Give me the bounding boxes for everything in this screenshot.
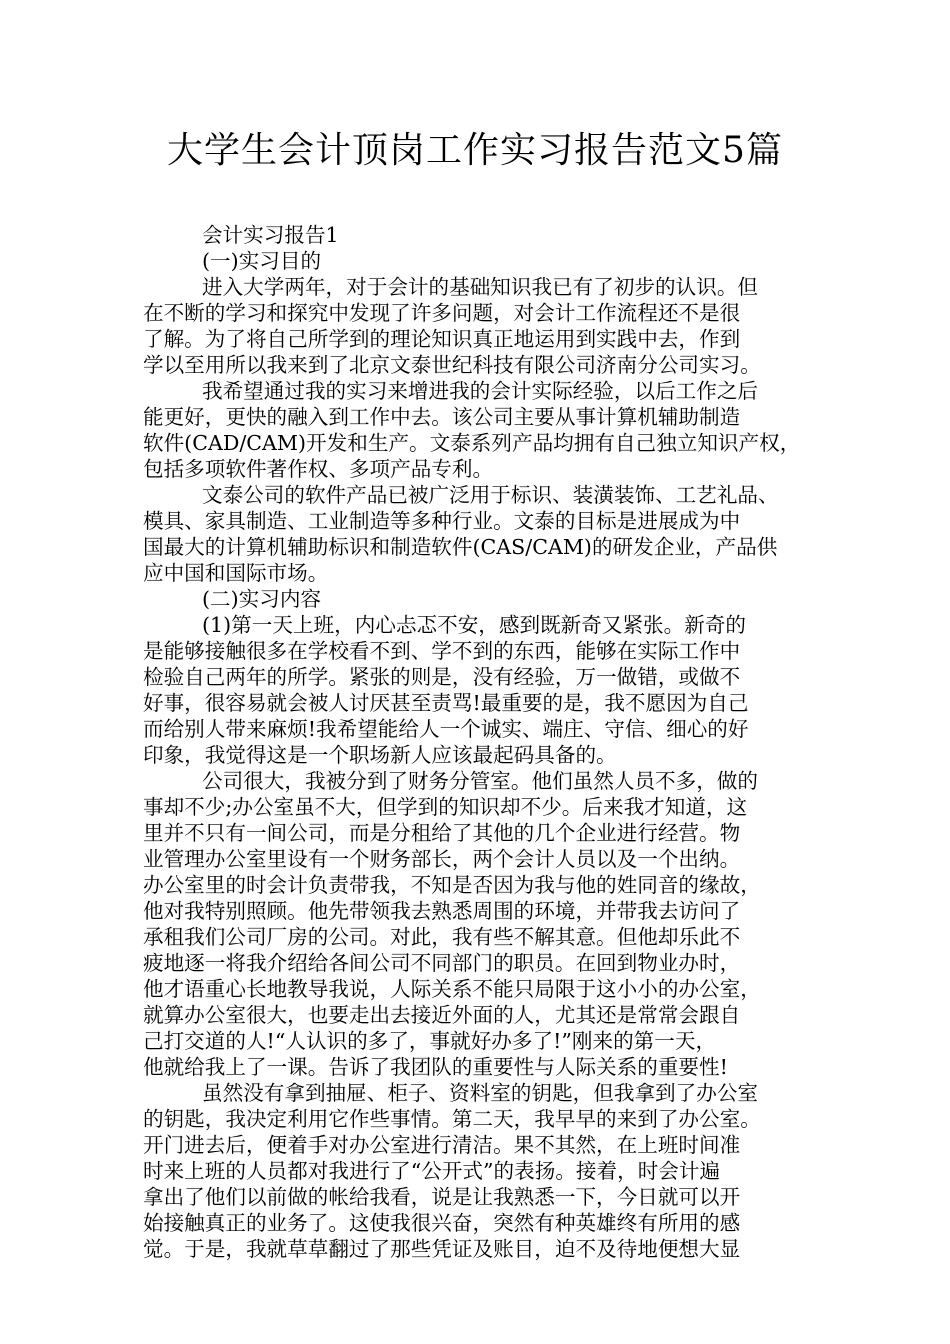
text-line: 业管理办公室里设有一个财务部长，两个会计人员以及一个出纳。: [143, 847, 741, 871]
text-line: 办公室里的时会计负责带我，不知是否因为我与他的姓同音的缘故，: [143, 873, 761, 897]
text-line: (1)第一天上班，内心忐忑不安，感到既新奇又紧张。新奇的: [202, 613, 747, 637]
text-line: 公司很大，我被分到了财务分管室。他们虽然人员不多，做的: [202, 769, 759, 793]
document-body: [143, 222, 833, 1262]
text-line: 能更好，更快的融入到工作中去。该公司主要从事计算机辅助制造: [143, 405, 741, 429]
text-line: 我希望通过我的实习来增进我的会计实际经验，以后工作之后: [202, 379, 759, 403]
text-line: 就算办公室很大，也要走出去接近外面的人，尤其还是常常会跟自: [143, 1003, 741, 1027]
text-line: 了解。为了将自己所学到的理论知识真正地运用到实践中去，作到: [143, 327, 741, 351]
text-line: 学以至用所以我来到了北京文泰世纪科技有限公司济南分公司实习。: [143, 353, 761, 377]
text-line: 的钥匙，我决定利用它作些事情。第二天，我早早的来到了办公室。: [143, 1107, 761, 1131]
text-line: 承租我们公司厂房的公司。对此，我有些不解其意。但他却乐此不: [143, 925, 741, 949]
text-line: 己打交道的人!“人认识的多了，事就好办多了!”刚来的第一天，: [143, 1029, 717, 1053]
text-line: 事却不少;办公室虽不大，但学到的知识却不少。后来我才知道，这: [143, 795, 748, 819]
text-line: 印象，我觉得这是一个职场新人应该最起码具备的。: [143, 743, 617, 767]
text-line: 好事，很容易就会被人讨厌甚至责骂!最重要的是，我不愿因为自己: [143, 691, 749, 715]
text-line: 开门进去后，便着手对办公室进行清洁。果不其然，在上班时间准: [143, 1133, 741, 1157]
text-line: 软件(CAD/CAM)开发和生产。文泰系列产品均拥有自己独立知识产权，: [143, 431, 801, 455]
text-line: 是能够接触很多在学校看不到、学不到的东西，能够在实际工作中: [143, 639, 741, 663]
text-line: 文泰公司的软件产品已被广泛用于标识、装潢装饰、工艺礼品、: [202, 483, 779, 507]
text-line: 包括多项软件著作权、多项产品专利。: [143, 457, 494, 481]
text-line: 模具、家具制造、工业制造等多种行业。文泰的目标是进展成为中: [143, 509, 741, 533]
text-line: 觉。于是，我就草草翻过了那些凭证及账目，迫不及待地便想大显: [143, 1237, 741, 1261]
text-line: 疲地逐一将我介绍给各间公司不同部门的职员。在回到物业办时，: [143, 951, 741, 975]
text-line: 国最大的计算机辅助标识和制造软件(CAS/CAM)的研发企业，产品供: [143, 535, 778, 559]
document-title: 大学生会计顶岗工作实习报告范文5篇: [167, 130, 783, 171]
text-line: 他就给我上了一课。告诉了我团队的重要性与人际关系的重要性!: [143, 1055, 728, 1079]
text-line: 进入大学两年，对于会计的基础知识我已有了初步的认识。但: [202, 275, 759, 299]
text-line: 而给别人带来麻烦!我希望能给人一个诚实、端庄、守信、细心的好: [143, 717, 749, 741]
text-line: 检验自己两年的所学。紧张的则是，没有经验，万一做错，或做不: [143, 665, 741, 689]
text-line: 应中国和国际市场。: [143, 561, 329, 585]
text-line: (二)实习内容: [202, 587, 322, 611]
text-line: (一)实习目的: [202, 249, 322, 273]
text-line: 拿出了他们以前做的帐给我看，说是让我熟悉一下，今日就可以开: [143, 1185, 741, 1209]
text-line: 时来上班的人员都对我进行了“公开式”的表扬。接着，时会计遍: [143, 1159, 721, 1183]
text-line: 虽然没有拿到抽屉、柜子、资料室的钥匙，但我拿到了办公室: [202, 1081, 759, 1105]
text-line: 他对我特别照顾。他先带领我去熟悉周围的环境，并带我去访问了: [143, 899, 741, 923]
text-line: 会计实习报告1: [202, 223, 339, 247]
text-line: 在不断的学习和探究中发现了许多问题，对会计工作流程还不是很: [143, 301, 741, 325]
text-line: 他才语重心长地教导我说，人际关系不能只局限于这小小的办公室，: [143, 977, 761, 1001]
text-line: 里并不只有一间公司，而是分租给了其他的几个企业进行经营。物: [143, 821, 741, 845]
text-line: 始接触真正的业务了。这使我很兴奋，突然有种英雄终有所用的感: [143, 1211, 741, 1235]
